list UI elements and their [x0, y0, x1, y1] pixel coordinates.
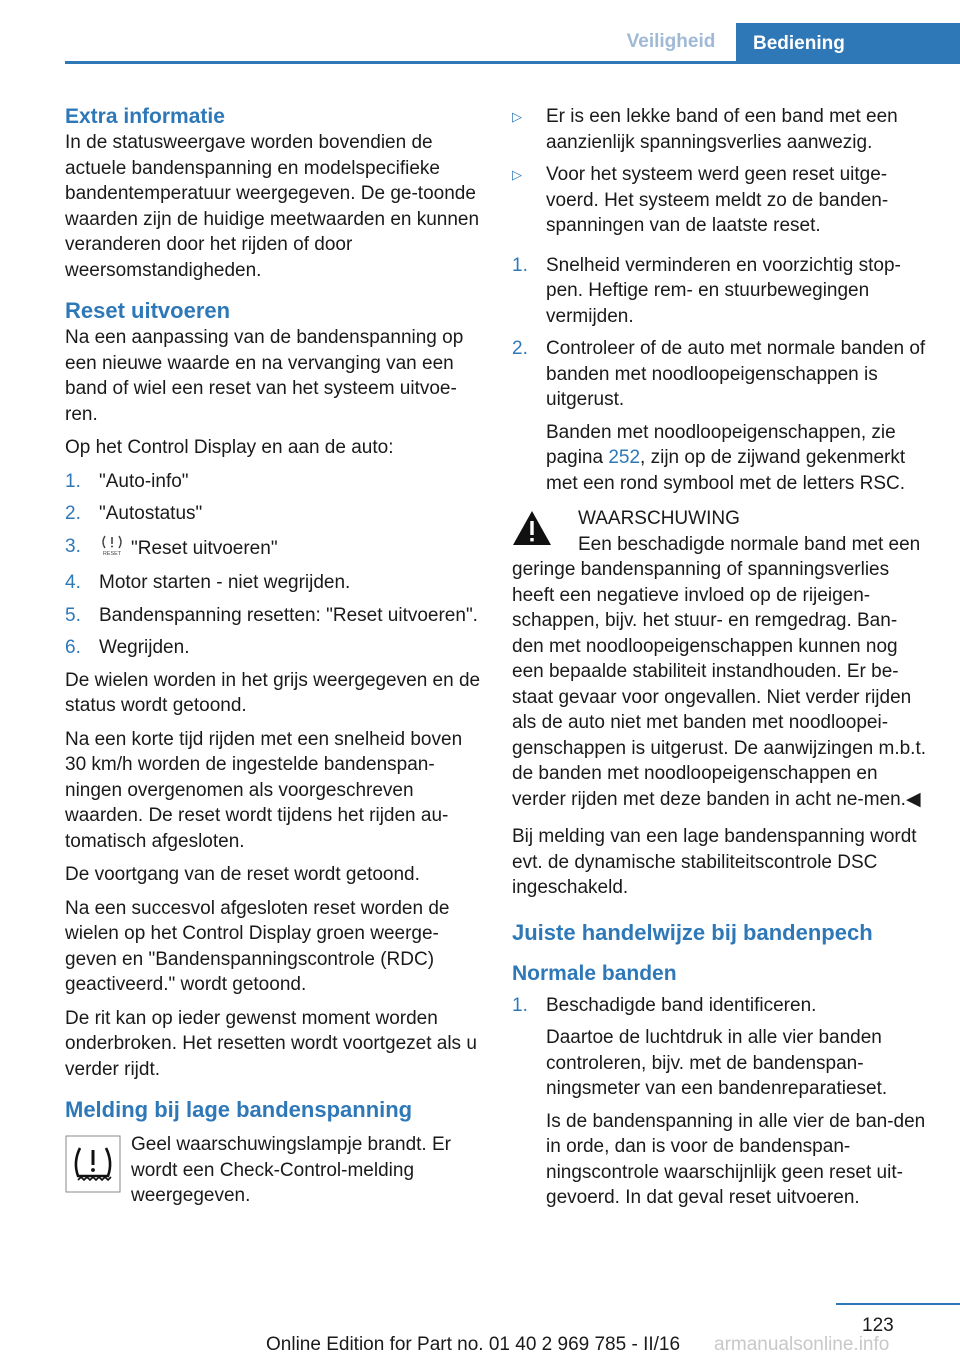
step-number: 2.: [65, 503, 81, 524]
step-text: Bandenspanning resetten: "Reset uitvoeren".: [99, 604, 478, 626]
warning-triangle-icon: [512, 510, 552, 554]
footer-rule: [836, 1303, 960, 1305]
page-link[interactable]: 252: [608, 447, 641, 468]
edition-text: Online Edition for Part no. 01 40 2 969 785 - II/16: [266, 1334, 681, 1355]
step-number: 1.: [512, 254, 528, 276]
step-text: Motor starten - niet wegrijden.: [99, 572, 351, 593]
warning-text: geringe bandenspanning of spanningsverlies heeft een negatieve invloed op de rijeigen-schappen, bijv. het stuur- en remgedrag. Ban-den met noodloopeigenschappen kunnen nog een bepaalde stabiliteit instandhouden. Er be-staat gevaar voor ongevallen. Niet verder rijden als de auto niet met banden met noodloopei-genschappen is uitgerust. De aanwijzingen m.b.t. de banden met noodloopeigenschappen en verder rijden met deze banden in acht ne-men.◀: [512, 559, 927, 810]
tab-bediening[interactable]: Bediening: [736, 23, 960, 64]
warning-title: WAARSCHUWING: [578, 508, 740, 529]
triangle-right-icon: ▷: [512, 109, 522, 124]
heading-juiste-handelwijze: Juiste handelwijze bij bandenpech: [512, 919, 873, 945]
paragraph-dsc: Bij melding van een lage bandenspanning wordt evt. de dynamische stabiliteitscontrole DSC ingeschakeld.: [512, 826, 917, 898]
warning-block: [512, 506, 928, 557]
step-number: 1.: [65, 470, 81, 492]
heading-extra-informatie: Extra informatie: [65, 105, 225, 128]
step-note-text: Banden met noodloopeigenschappen, zie pagina: [546, 421, 896, 468]
step-text: Snelheid verminderen en voorzichtig stop-pen. Heftige rem- en stuurbewegingen vermijden.: [546, 254, 901, 327]
step-number: 1.: [512, 994, 528, 1016]
warning-first-line: Een beschadigde normale band met een: [578, 533, 921, 555]
list-item: [65, 603, 483, 629]
melding-row: [65, 1132, 483, 1209]
list-item: [512, 104, 928, 155]
triangle-right-icon: ▷: [512, 167, 522, 182]
paragraph: De wielen worden in het grijs weergegeven en de status wordt getoond.: [65, 669, 481, 716]
melding-text: Geel waarschuwingslampje brandt. Er wordt een Check-Control-melding weergegeven.: [131, 1134, 451, 1206]
step-text: Beschadigde band identificeren.: [546, 994, 817, 1016]
step-note: Is de bandenspanning in alle vier de ban-den in orde, dan is voor de bandenspan-ningscontrole waarschijnlijk geen reset uit-gevoerd. In dat geval reset uitvoeren.: [546, 1110, 926, 1208]
list-item: [65, 501, 483, 527]
heading-melding: Melding bij lage bandenspanning: [65, 1097, 413, 1122]
list-item: [512, 162, 928, 239]
step-number: 4.: [65, 572, 81, 593]
step-number: 6.: [65, 637, 81, 658]
step-text: Controleer of de auto met normale banden of banden met noodloopeigenschappen is uitgerust.: [546, 338, 926, 410]
step-number: 2.: [512, 338, 528, 359]
tab-veiligheid[interactable]: Veiligheid: [626, 31, 716, 52]
paragraph-reset: Na een aanpassing van de bandenspanning op een nieuwe waarde en na vervanging van een band of wiel een reset van het systeem uitvoe-ren.: [65, 327, 464, 425]
bullet-text: Er is een lekke band of een band met een aanzienlijk spanningsverlies aanwezig.: [546, 106, 898, 153]
tire-reset-icon: [99, 534, 125, 564]
heading-normale-banden: Normale banden: [512, 961, 677, 985]
step-number: 3.: [65, 535, 81, 557]
list-item: [65, 469, 483, 495]
left-column: [65, 104, 483, 1209]
list-item: [512, 993, 928, 1211]
list-item: [512, 336, 928, 496]
list-item: [65, 570, 483, 596]
reset-icon-label: RESET: [102, 550, 122, 556]
paragraph: Na een korte tijd rijden met een snelheid boven 30 km/h worden de ingestelde bandenspan-ningen overgenomen als voorgeschreven waarden. De reset wordt tijdens het rijden au-tomatisch afgesloten.: [65, 728, 463, 852]
watermark: armanualsonline.info: [714, 1334, 890, 1355]
list-item: [512, 253, 928, 330]
right-column: [512, 104, 928, 1218]
list-item: [65, 534, 483, 564]
paragraph: De voortgang van de reset wordt getoond.: [65, 864, 420, 885]
step-note: [546, 420, 928, 497]
step-note-text: , zijn op de zijwand gekenmerkt met een rond symbool met de letters RSC.: [546, 447, 906, 494]
paragraph-extra: In de statusweergave worden bovendien de actuele bandenspanning en modelspecifieke bandentemperatuur weergegeven. De ge-toonde waarden zijn de huidige meetwaarden en kunnen veranderen door het rijden of door weersomstandigheden.: [65, 132, 480, 281]
tire-pressure-warning-icon: [65, 1135, 121, 1201]
page-number: 123: [862, 1315, 894, 1336]
step-text: "Reset uitvoeren": [131, 537, 278, 559]
bullet-text: Voor het systeem werd geen reset uitge-voerd. Het systeem meldt zo de banden-spanningen van de laatste reset.: [546, 164, 889, 236]
paragraph: De rit kan op ieder gewenst moment worden onderbroken. Het resetten wordt voortgezet als u verder rijdt.: [65, 1007, 477, 1080]
step-text: "Autostatus": [99, 503, 203, 524]
step-note: Daartoe de luchtdruk in alle vier banden controleren, bijv. met de bandenspan-ningsmeter van een bandenreparatieset.: [546, 1027, 888, 1099]
step-number: 5.: [65, 604, 81, 626]
paragraph-control: Op het Control Display en aan de auto:: [65, 437, 394, 458]
step-text: Wegrijden.: [99, 637, 190, 658]
heading-reset-uitvoeren: Reset uitvoeren: [65, 298, 231, 323]
step-text: "Auto-info": [99, 470, 189, 492]
list-item: [65, 635, 483, 661]
paragraph: Na een succesvol afgesloten reset worden de wielen op het Control Display groen weerge-geven en "Bandenspanningscontrole (RDC) geactiveerd." wordt getoond.: [65, 897, 450, 995]
